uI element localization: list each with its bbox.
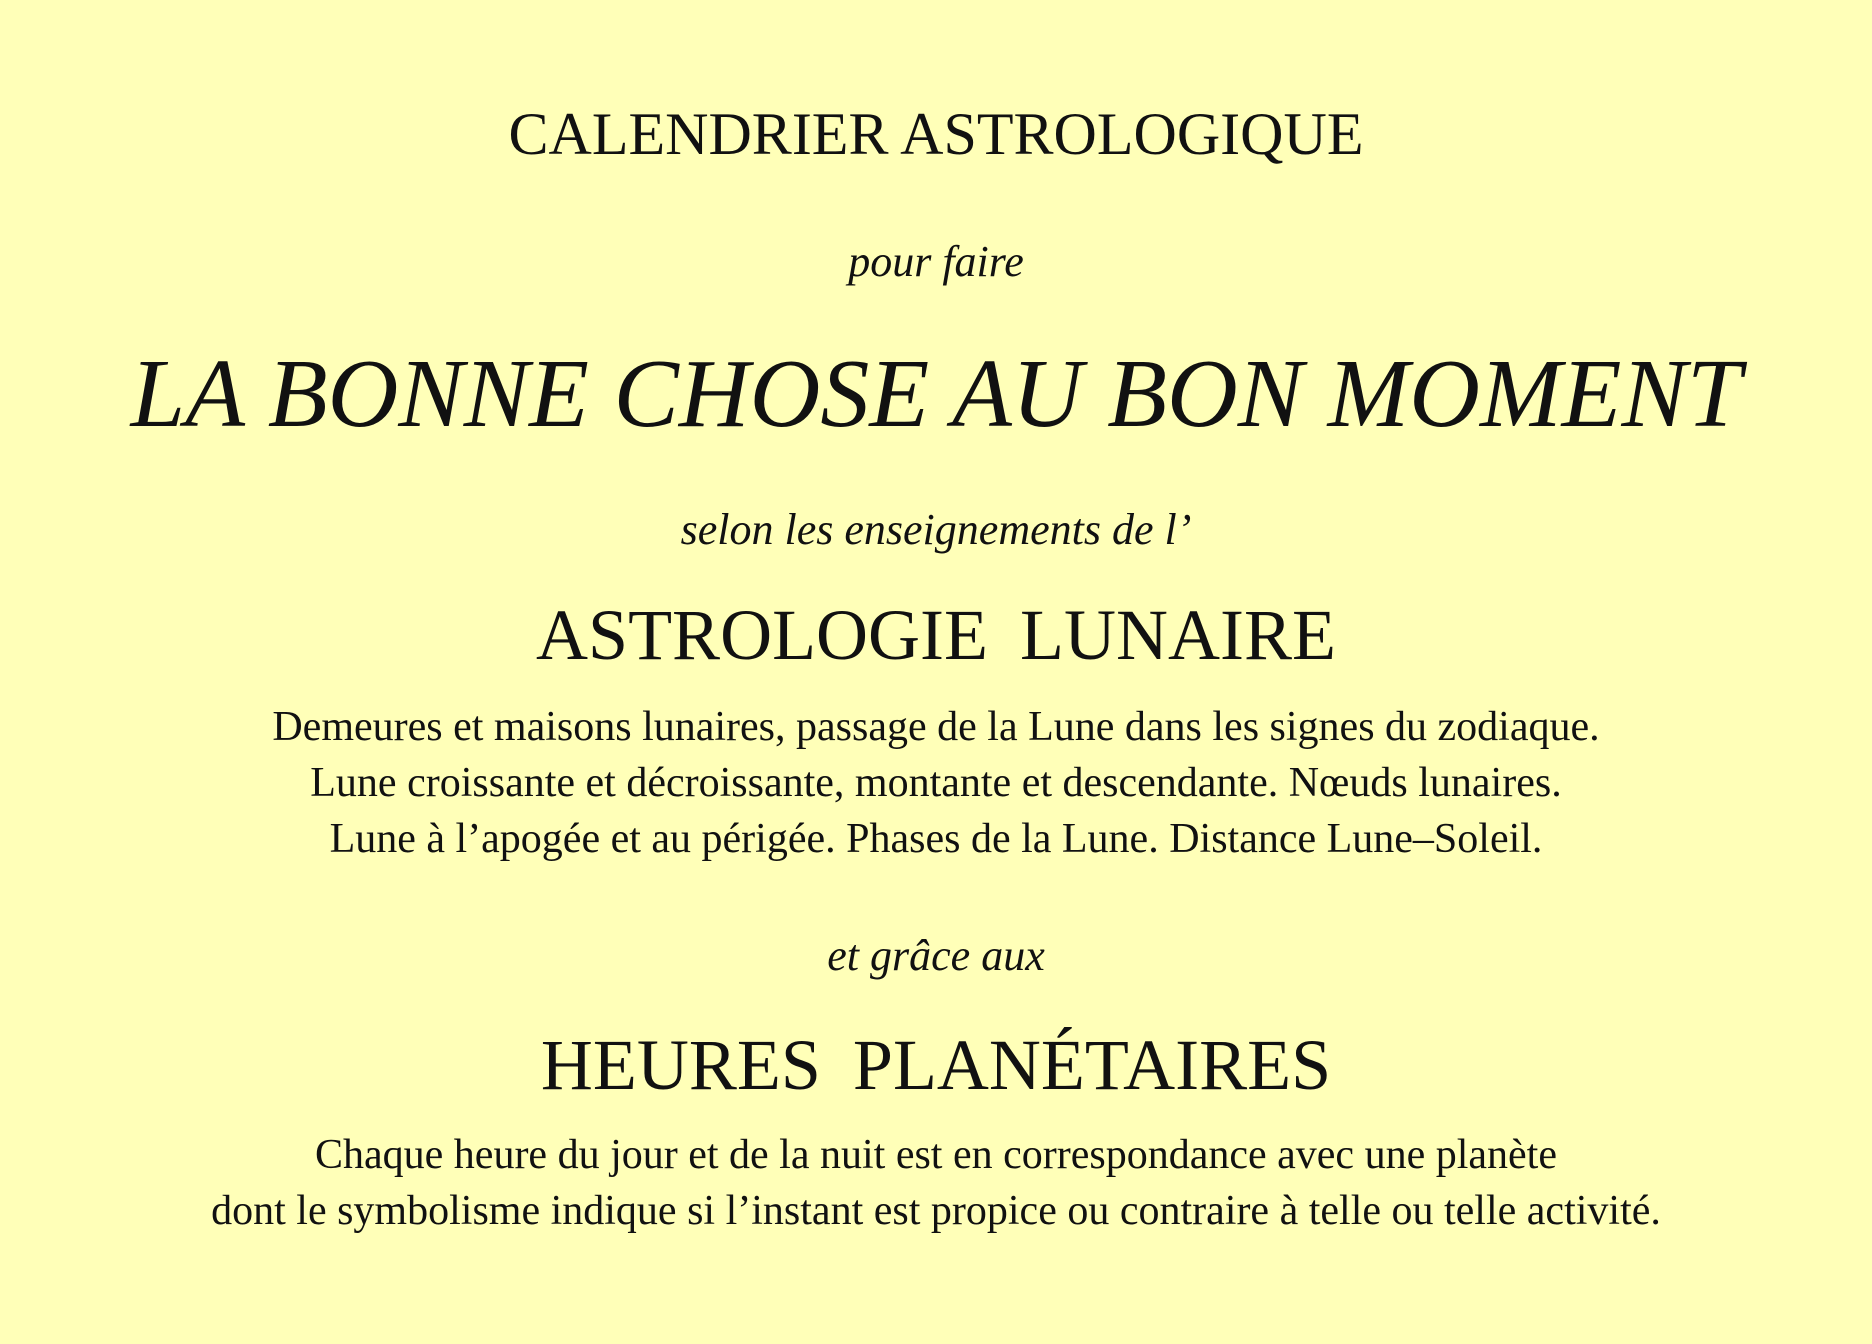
main-title: LA BONNE CHOSE AU BON MOMENT [130, 340, 1742, 448]
section-heading-heures: HEURES PLANÉTAIRES [540, 1025, 1332, 1105]
connector-text: selon les enseignements de l’ [680, 505, 1192, 554]
intro-text: pour faire [848, 237, 1024, 286]
document-title: CALENDRIER ASTROLOGIQUE [508, 101, 1364, 167]
lunaire-line-1: Demeures et maisons lunaires, passage de la Lune dans les signes du zodiaque. [272, 704, 1600, 750]
transition-text: et grâce aux [827, 931, 1045, 980]
lunaire-line-2: Lune croissante et décroissante, montante et descendante. Nœuds lunaires. [310, 760, 1562, 806]
heures-line-1: Chaque heure du jour et de la nuit est en correspondance avec une planète [315, 1132, 1557, 1178]
heures-line-2: dont le symbolisme indique si l’instant est propice ou contraire à telle ou telle activité. [211, 1188, 1661, 1234]
section-heading-lunaire: ASTROLOGIE LUNAIRE [536, 595, 1336, 675]
lunaire-line-3: Lune à l’apogée et au périgée. Phases de la Lune. Distance Lune–Soleil. [329, 816, 1543, 862]
